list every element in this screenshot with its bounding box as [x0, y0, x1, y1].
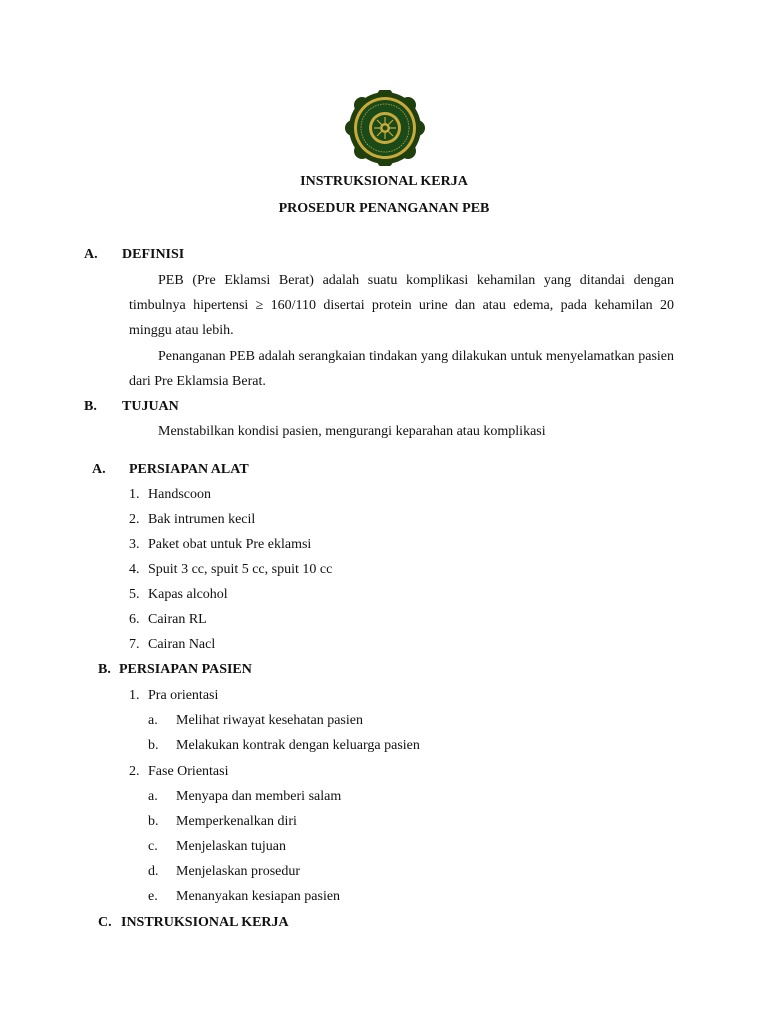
list-item: Paket obat untuk Pre eklamsi [148, 537, 312, 552]
section-marker: B. [84, 399, 97, 414]
definisi-paragraph-2: Penanganan PEB adalah serangkaian tindakan yang dilakukan untuk menyelamatkan pasien dari Pre Eklamsia Berat. [129, 349, 674, 389]
list-item-number: 3. [129, 537, 140, 552]
list-item-number: 6. [129, 612, 140, 627]
list-item: Cairan Nacl [148, 637, 216, 652]
sub-list-item: Memperkenalkan diri [176, 814, 297, 829]
sub-list-item: Menjelaskan tujuan [176, 839, 287, 854]
section-heading-definisi: DEFINISI [122, 247, 185, 262]
list-item-number: 2. [129, 764, 140, 779]
sub-item-letter: a. [148, 789, 158, 804]
section-marker: C. [98, 915, 112, 930]
list-item-number: 1. [129, 688, 140, 703]
section-heading-tujuan: TUJUAN [122, 399, 179, 414]
section-marker: A. [84, 247, 98, 262]
list-item: Kapas alcohol [148, 587, 228, 602]
definisi-paragraph-1: PEB (Pre Eklamsi Berat) adalah suatu komplikasi kehamilan yang ditandai dengan timbulnya hipertensi ≥ 160/110 disertai protein urine dan atau edema, pada kehamilan 20 minggu atau lebih. [129, 273, 674, 338]
list-item-number: 1. [129, 487, 140, 502]
sub-item-letter: a. [148, 713, 158, 728]
sub-list-item: Melihat riwayat kesehatan pasien [176, 713, 363, 728]
document-subtitle: PROSEDUR PENANGANAN PEB [278, 201, 490, 216]
sub-item-letter: e. [148, 889, 158, 904]
sub-list-item: Menjelaskan prosedur [176, 864, 301, 879]
list-item: Handscoon [148, 487, 211, 502]
university-logo [343, 90, 427, 166]
list-item: Cairan RL [148, 612, 207, 627]
sub-list-item: Menyapa dan memberi salam [176, 789, 342, 804]
document-title: INSTRUKSIONAL KERJA [300, 174, 468, 189]
list-item: Spuit 3 cc, spuit 5 cc, spuit 10 cc [148, 562, 333, 577]
list-item-number: 5. [129, 587, 140, 602]
list-item: Bak intrumen kecil [148, 512, 256, 527]
list-item-number: 7. [129, 637, 140, 652]
section-heading-persiapan-alat: PERSIAPAN ALAT [129, 462, 249, 477]
section-heading-persiapan-pasien: PERSIAPAN PASIEN [119, 662, 252, 677]
list-item-number: 4. [129, 562, 140, 577]
sub-item-letter: c. [148, 839, 158, 854]
list-item-number: 2. [129, 512, 140, 527]
sub-list-item: Menanyakan kesiapan pasien [176, 889, 341, 904]
sub-item-letter: b. [148, 738, 159, 753]
list-item: Pra orientasi [148, 688, 219, 703]
sub-list-item: Melakukan kontrak dengan keluarga pasien [176, 738, 420, 753]
section-marker: A. [92, 462, 106, 477]
sub-item-letter: b. [148, 814, 159, 829]
section-heading-instruksional-kerja: INSTRUKSIONAL KERJA [121, 915, 289, 930]
tujuan-text: Menstabilkan kondisi pasien, mengurangi keparahan atau komplikasi [158, 424, 546, 439]
sub-item-letter: d. [148, 864, 159, 879]
list-item: Fase Orientasi [148, 764, 229, 779]
section-marker: B. [98, 662, 111, 677]
